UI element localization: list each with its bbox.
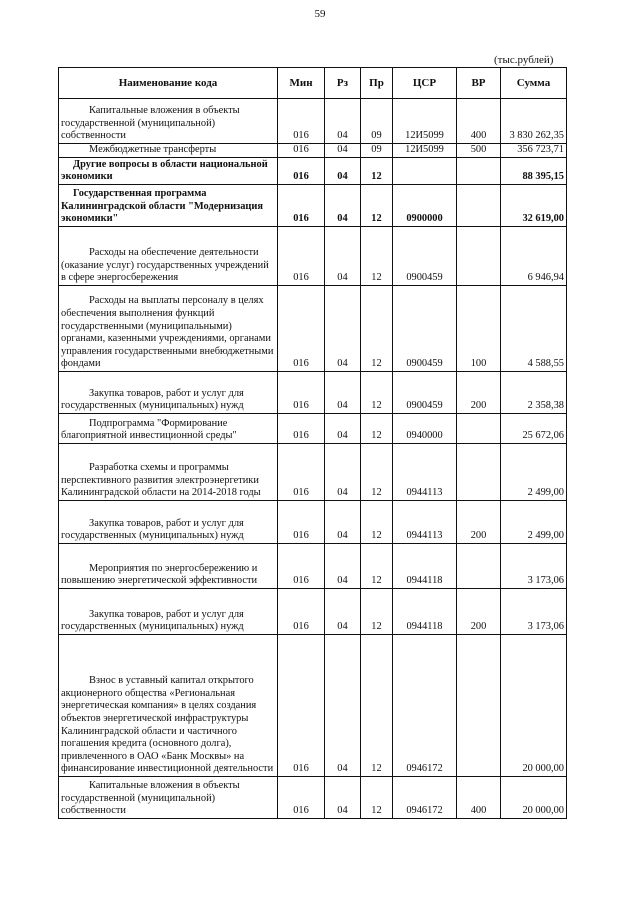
row-vr: 200	[457, 372, 501, 414]
row-name	[59, 99, 278, 144]
row-rz: 04	[325, 99, 361, 144]
table-row	[59, 444, 567, 501]
row-csr: 0946172	[393, 777, 457, 819]
row-sum: 25 672,06	[501, 414, 567, 444]
row-rz: 04	[325, 227, 361, 286]
row-min: 016	[278, 444, 325, 501]
row-sum: 6 946,94	[501, 227, 567, 286]
row-min: 016	[278, 544, 325, 589]
table-row	[59, 227, 567, 286]
table-row	[59, 144, 567, 158]
row-name	[59, 144, 278, 158]
row-sum: 2 499,00	[501, 444, 567, 501]
row-name-text: Закупка товаров, работ и услуг для государственных (муниципальных) нужд	[61, 608, 244, 633]
header-pr: Пр	[361, 68, 393, 99]
row-pr: 12	[361, 286, 393, 372]
row-name	[59, 286, 278, 372]
row-name-text: Межбюджетные трансферты	[89, 144, 217, 156]
row-pr: 12	[361, 777, 393, 819]
row-name	[59, 589, 278, 635]
budget-table	[58, 67, 567, 819]
header-rz: Рз	[325, 68, 361, 99]
row-pr: 12	[361, 544, 393, 589]
row-name-text: Расходы на выплаты персоналу в целях обеспечения выполнения функций государственными (муниципальными) органами, казенными учреждениями, органами управления государственными внебюджетными фондами	[61, 295, 274, 370]
row-pr: 12	[361, 501, 393, 544]
row-pr: 12	[361, 635, 393, 777]
row-min: 016	[278, 286, 325, 372]
row-name-text: Капитальные вложения в объекты государственной (муниципальной) собственности	[61, 780, 240, 817]
row-min: 016	[278, 372, 325, 414]
row-min: 016	[278, 99, 325, 144]
row-vr	[457, 227, 501, 286]
table-row	[59, 589, 567, 635]
row-rz: 04	[325, 372, 361, 414]
row-sum: 3 173,06	[501, 589, 567, 635]
row-min: 016	[278, 777, 325, 819]
table-row	[59, 372, 567, 414]
row-name	[59, 372, 278, 414]
row-name-text: Государственная программа Калининградской области "Модернизация экономики"	[61, 188, 264, 225]
header-vr: ВР	[457, 68, 501, 99]
row-csr: 0900459	[393, 372, 457, 414]
row-csr	[393, 158, 457, 185]
row-sum: 4 588,55	[501, 286, 567, 372]
row-csr: 0900459	[393, 227, 457, 286]
header-sum: Сумма	[501, 68, 567, 99]
row-csr: 12И5099	[393, 99, 457, 144]
row-vr: 100	[457, 286, 501, 372]
header-row	[59, 68, 567, 99]
units-label: (тыс.рублей)	[494, 54, 554, 66]
row-csr: 0944118	[393, 589, 457, 635]
row-pr: 12	[361, 589, 393, 635]
row-vr	[457, 158, 501, 185]
row-min: 016	[278, 414, 325, 444]
row-name-text: Другие вопросы в области национальной экономики	[61, 158, 268, 183]
row-vr: 500	[457, 144, 501, 158]
row-csr: 0944113	[393, 444, 457, 501]
table-row	[59, 501, 567, 544]
table-row	[59, 158, 567, 185]
row-rz: 04	[325, 544, 361, 589]
row-csr: 0944118	[393, 544, 457, 589]
row-name	[59, 158, 278, 185]
table-row	[59, 777, 567, 819]
row-vr	[457, 185, 501, 227]
row-name-text: Подпрограмма "Формирование благоприятной инвестиционной среды"	[61, 417, 237, 442]
row-rz: 04	[325, 158, 361, 185]
table-row	[59, 286, 567, 372]
row-name	[59, 544, 278, 589]
row-name	[59, 185, 278, 227]
row-vr	[457, 635, 501, 777]
row-csr: 0900459	[393, 286, 457, 372]
header-csr: ЦСР	[393, 68, 457, 99]
row-vr: 400	[457, 777, 501, 819]
row-sum: 356 723,71	[501, 144, 567, 158]
row-sum: 88 395,15	[501, 158, 567, 185]
row-vr: 200	[457, 589, 501, 635]
row-sum: 20 000,00	[501, 635, 567, 777]
header-name: Наименование кода	[59, 68, 278, 99]
row-csr: 12И5099	[393, 144, 457, 158]
row-rz: 04	[325, 444, 361, 501]
row-pr: 12	[361, 414, 393, 444]
row-pr: 12	[361, 372, 393, 414]
row-name	[59, 414, 278, 444]
row-name-text: Расходы на обеспечение деятельности (оказание услуг) государственных учреждений в сфере энергосбережения	[61, 247, 269, 284]
row-rz: 04	[325, 144, 361, 158]
row-name-text: Разработка схемы и программы перспективного развития электроэнергетики Калининградской области на 2014-2018 годы	[61, 462, 261, 499]
row-name	[59, 444, 278, 501]
row-sum: 3 830 262,35	[501, 99, 567, 144]
row-name	[59, 635, 278, 777]
header-min: Мин	[278, 68, 325, 99]
row-name-text: Капитальные вложения в объекты государственной (муниципальной) собственности	[61, 105, 240, 142]
table-row	[59, 99, 567, 144]
table-row	[59, 185, 567, 227]
row-rz: 04	[325, 286, 361, 372]
row-name-text: Взнос в уставный капитал открытого акционерного общества «Региональная энергетическая компания» в целях создания объектов энергетической инфраструктуры Калининградской области и частичного погашения кредита (основного долга), привлеченного в ОАО «Банк Москвы» на финансирование инвестиционной деятельности	[61, 675, 274, 775]
table-row	[59, 635, 567, 777]
row-min: 016	[278, 501, 325, 544]
row-pr: 12	[361, 158, 393, 185]
row-rz: 04	[325, 589, 361, 635]
row-name	[59, 777, 278, 819]
row-csr: 0944113	[393, 501, 457, 544]
row-pr: 12	[361, 185, 393, 227]
row-min: 016	[278, 227, 325, 286]
row-min: 016	[278, 144, 325, 158]
row-min: 016	[278, 589, 325, 635]
row-name-text: Закупка товаров, работ и услуг для государственных (муниципальных) нужд	[61, 517, 244, 542]
row-rz: 04	[325, 414, 361, 444]
row-sum: 2 499,00	[501, 501, 567, 544]
row-pr: 09	[361, 99, 393, 144]
row-min: 016	[278, 158, 325, 185]
row-name-text: Закупка товаров, работ и услуг для государственных (муниципальных) нужд	[61, 387, 244, 412]
row-min: 016	[278, 185, 325, 227]
row-name	[59, 501, 278, 544]
row-pr: 09	[361, 144, 393, 158]
row-name	[59, 227, 278, 286]
table-row	[59, 544, 567, 589]
row-rz: 04	[325, 185, 361, 227]
row-min: 016	[278, 635, 325, 777]
row-vr	[457, 444, 501, 501]
row-sum: 32 619,00	[501, 185, 567, 227]
row-name-text: Мероприятия по энергосбережению и повышению энергетической эффективности	[61, 562, 258, 587]
row-pr: 12	[361, 227, 393, 286]
row-rz: 04	[325, 635, 361, 777]
row-sum: 20 000,00	[501, 777, 567, 819]
row-rz: 04	[325, 501, 361, 544]
row-csr: 0940000	[393, 414, 457, 444]
page-number: 59	[314, 8, 326, 20]
row-vr: 400	[457, 99, 501, 144]
row-vr	[457, 544, 501, 589]
row-vr	[457, 414, 501, 444]
row-csr: 0900000	[393, 185, 457, 227]
row-sum: 2 358,38	[501, 372, 567, 414]
row-vr: 200	[457, 501, 501, 544]
table-row	[59, 414, 567, 444]
row-rz: 04	[325, 777, 361, 819]
row-pr: 12	[361, 444, 393, 501]
row-sum: 3 173,06	[501, 544, 567, 589]
row-csr: 0946172	[393, 635, 457, 777]
